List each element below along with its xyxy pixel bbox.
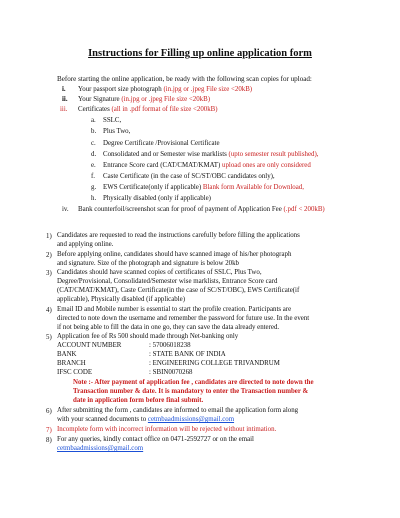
instruction-line: Email ID and Mobile number is essential to start the profile creation. Participants are (57, 306, 292, 313)
scan-item-note: (.pdf < 200kB) (283, 206, 325, 213)
cert-item-text: Entrance Score card (CAT/CMAT/KMAT) (103, 162, 223, 169)
instruction-number: 5) (46, 334, 52, 341)
cert-marker: d. (91, 151, 97, 158)
instruction-number: 3) (46, 270, 52, 277)
cert-item: Caste Certificate (in the case of SC/ST/OBC candidates only), (103, 173, 275, 180)
instruction-number: 8) (46, 437, 52, 444)
scan-marker-3: iii. (60, 106, 68, 113)
bank-value: : 57006018238 (149, 342, 191, 349)
cert-marker: f. (91, 173, 96, 180)
instruction-line: Application fee of Rs 500 should made through Net-banking only (57, 333, 239, 340)
cert-item-note: (upto semester result published), (228, 151, 319, 158)
cert-item: SSLC, (103, 117, 122, 124)
instruction-line: Incomplete form with incorrect information will be rejected without intimation. (57, 426, 277, 433)
instruction-line: After submitting the form , candidates are informed to email the application form along (57, 407, 299, 414)
scan-item-text: Your Signature (78, 96, 122, 103)
cert-item: Degree Certificate /Provisional Certificate (103, 140, 220, 147)
cert-item (103, 152, 319, 159)
payment-note: date in application form before final submit. (73, 397, 204, 404)
cert-item: Physically disabled (only if applicable) (103, 195, 211, 202)
scan-item-1 (78, 87, 252, 94)
instruction-line: (CAT/CMAT/KMAT), Caste Certificate(in the case of SC/ST/OBC), EWS Certificate(if (57, 287, 300, 294)
scan-item-text: Bank counterfoil/screenshot scan for proof of payment of Application Fee (78, 206, 284, 213)
scan-item-text: Your passport size photograph (78, 86, 164, 93)
cert-marker: e. (91, 162, 96, 169)
instruction-line: For any queries, kindly contact office on 0471-2592727 or on the email (57, 436, 254, 443)
bank-label: BRANCH (57, 360, 86, 367)
scan-item-note: (all in .pdf format of file size <200kB) (111, 106, 218, 113)
cert-item (103, 163, 311, 170)
instruction-line: Candidates are requested to read the instructions carefully before filling the applications (57, 232, 300, 239)
instruction-line: Degree/Provisional, Consolidated/Semester wise marklists, Entrance Score card (57, 278, 278, 285)
instruction-number: 7) (46, 427, 52, 434)
instruction-line: directed to note down the username and remember the password for future use. In the event (57, 315, 310, 322)
cert-marker: g. (91, 184, 97, 191)
cert-marker: b. (91, 128, 97, 135)
instruction-line: if not being able to fill the data in one go, they can save the data already entered. (57, 324, 280, 331)
bank-label: IFSC CODE (57, 369, 93, 376)
cert-marker: a. (91, 117, 96, 124)
cert-item-note: upload ones are only considered (222, 162, 311, 169)
instruction-line: Before applying online, candidates should have scanned image of his/her photograph (57, 251, 292, 258)
scan-item-text: Certificates (78, 106, 112, 113)
scan-item-note: (in.jpg or .jpeg File size <20kB) (163, 86, 253, 93)
cert-marker: c. (91, 140, 96, 147)
email-link[interactable]: cetmbaadmissions@gmail.com (147, 416, 235, 423)
instruction-line (57, 417, 234, 424)
cert-item-text: Consolidated and or Semester wise marklists (103, 151, 229, 158)
bank-value: : STATE BANK OF INDIA (149, 351, 226, 358)
instruction-line: applicable), Physically disabled (if applicable) (57, 296, 186, 303)
cert-item-text: EWS Certificate(only if applicable) (103, 184, 203, 191)
email-link[interactable]: cetmbaadmissions@gmail.com (57, 445, 144, 452)
instruction-number: 4) (46, 307, 52, 314)
payment-note: Note :- After payment of application fee , candidates are directed to note down the (73, 379, 314, 386)
scan-marker-1: i. (62, 86, 66, 93)
instruction-number: 6) (46, 408, 52, 415)
cert-item: Plus Two, (103, 128, 131, 135)
cert-marker: h. (91, 195, 97, 202)
scan-marker-2: ii. (62, 96, 68, 103)
scan-marker-4: iv. (62, 206, 69, 213)
page-title: Instructions for Filling up online application form (88, 48, 312, 59)
cert-item-note: Blank form Available for Download, (202, 184, 304, 191)
instruction-number: 1) (46, 233, 52, 240)
instruction-text: with your scanned documents to (57, 416, 148, 423)
bank-label: BANK (57, 351, 77, 358)
bank-label: ACCOUNT NUMBER (57, 342, 122, 349)
intro-text: Before starting the online application, be ready with the following scan copies for upload: (57, 75, 312, 83)
payment-note: Transaction number & date. It is mandatory to enter the Transaction number & (73, 388, 309, 395)
cert-item (103, 185, 304, 192)
scan-item-2 (78, 97, 210, 104)
scan-item-note: (in.jpg or .jpeg File size <20kB) (121, 96, 210, 103)
bank-value: : SBIN0070268 (149, 369, 193, 376)
bank-value: : ENGINEERING COLLEGE TRIVANDRUM (149, 360, 280, 367)
scan-item-4 (78, 207, 325, 214)
scan-item-3 (78, 107, 218, 114)
instruction-line: and applying online. (57, 241, 114, 248)
instruction-line: and signature. Size of the photograph and signature is below 20kb (57, 260, 239, 267)
instruction-number: 2) (46, 252, 52, 259)
instruction-line: Candidates should have scanned copies of certificates of SSLC, Plus Two, (57, 269, 262, 276)
